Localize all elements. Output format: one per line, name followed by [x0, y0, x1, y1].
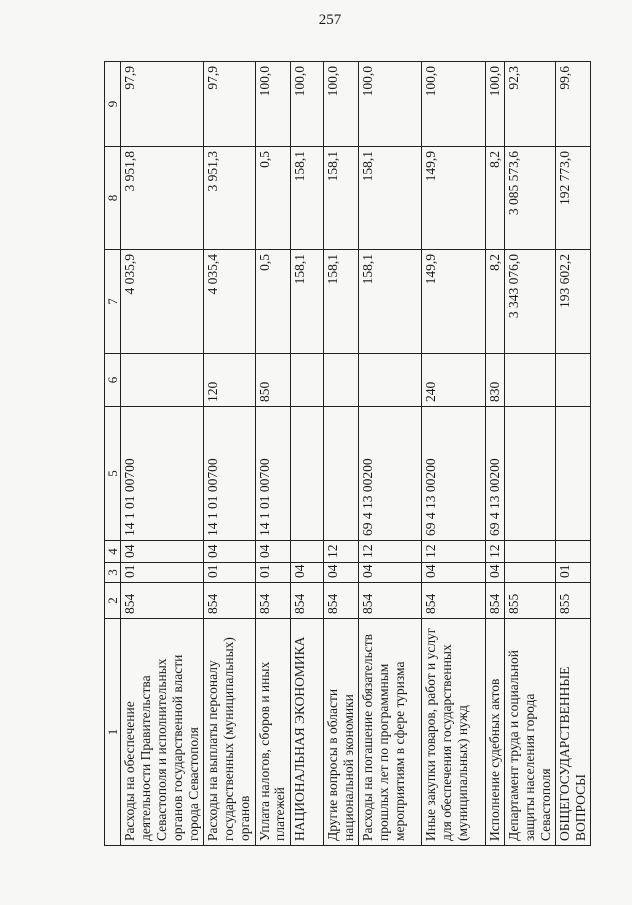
cell-subsection — [504, 541, 555, 563]
cell-section: 01 — [121, 563, 204, 583]
cell-planned: 193 602,2 — [555, 250, 590, 354]
cell-executed: 158,1 — [323, 147, 358, 250]
cell-expense-type — [358, 354, 421, 407]
cell-target-article: 69 4 13 00200 — [485, 407, 504, 541]
cell-section: 04 — [485, 563, 504, 583]
cell-section: 01 — [255, 563, 290, 583]
cell-planned: 158,1 — [323, 250, 358, 354]
cell-planned: 3 343 076,0 — [504, 250, 555, 354]
table-row — [422, 62, 485, 846]
cell-chapter: 855 — [555, 583, 590, 619]
table-row — [204, 62, 255, 846]
cell-planned: 158,1 — [358, 250, 421, 354]
cell-chapter: 854 — [485, 583, 504, 619]
cell-percent: 97,9 — [121, 62, 204, 147]
cell-percent: 100,0 — [485, 62, 504, 147]
cell-executed: 192 773,0 — [555, 147, 590, 250]
cell-target-article — [504, 407, 555, 541]
table-row — [255, 62, 290, 846]
row-label: Исполнение судебных актов — [485, 619, 504, 846]
cell-target-article: 14 1 01 00700 — [121, 407, 204, 541]
cell-percent: 99,6 — [555, 62, 590, 147]
cell-chapter: 854 — [323, 583, 358, 619]
cell-target-article: 14 1 01 00700 — [255, 407, 290, 541]
cell-subsection — [555, 541, 590, 563]
table-row — [555, 62, 590, 846]
col-header: 3 — [105, 563, 121, 583]
col-header: 7 — [105, 250, 121, 354]
table-row — [121, 62, 204, 846]
cell-section: 01 — [555, 563, 590, 583]
cell-percent: 100,0 — [323, 62, 358, 147]
cell-subsection: 12 — [485, 541, 504, 563]
cell-planned: 4 035,4 — [204, 250, 255, 354]
col-header: 1 — [105, 619, 121, 846]
cell-executed: 3 951,8 — [121, 147, 204, 250]
cell-executed: 0,5 — [255, 147, 290, 250]
cell-planned: 158,1 — [290, 250, 323, 354]
col-header: 6 — [105, 354, 121, 407]
row-label: Расходы на погашение обязательств прошлых лет по программным мероприятиям в сфере туризма — [358, 619, 421, 846]
cell-target-article — [323, 407, 358, 541]
cell-chapter: 854 — [358, 583, 421, 619]
cell-expense-type — [121, 354, 204, 407]
cell-percent: 100,0 — [290, 62, 323, 147]
row-label: ОБЩЕГОСУДАРСТВЕННЫЕ ВОПРОСЫ — [555, 619, 590, 846]
cell-expense-type — [290, 354, 323, 407]
cell-chapter: 854 — [255, 583, 290, 619]
cell-expense-type — [504, 354, 555, 407]
cell-planned: 4 035,9 — [121, 250, 204, 354]
col-header: 2 — [105, 583, 121, 619]
table-row — [358, 62, 421, 846]
cell-percent: 97,9 — [204, 62, 255, 147]
col-header: 8 — [105, 147, 121, 250]
cell-subsection: 12 — [422, 541, 485, 563]
cell-expense-type: 830 — [485, 354, 504, 407]
cell-expense-type — [555, 354, 590, 407]
cell-section: 04 — [290, 563, 323, 583]
cell-executed: 158,1 — [290, 147, 323, 250]
cell-subsection: 04 — [255, 541, 290, 563]
cell-expense-type: 240 — [422, 354, 485, 407]
cell-subsection: 12 — [358, 541, 421, 563]
cell-percent: 100,0 — [358, 62, 421, 147]
col-header: 5 — [105, 407, 121, 541]
cell-executed: 3 951,3 — [204, 147, 255, 250]
row-label: Уплата налогов, сборов и иных платежей — [255, 619, 290, 846]
cell-percent: 100,0 — [255, 62, 290, 147]
row-label: Расходы на выплаты персоналу государственных (муниципальных) органов — [204, 619, 255, 846]
cell-section: 04 — [422, 563, 485, 583]
cell-expense-type: 850 — [255, 354, 290, 407]
cell-chapter: 854 — [121, 583, 204, 619]
row-label: Департамент труда и социальной защиты населения города Севастополя — [504, 619, 555, 846]
cell-percent: 100,0 — [422, 62, 485, 147]
table-row — [323, 62, 358, 846]
cell-section: 01 — [204, 563, 255, 583]
page-number: 257 — [318, 12, 342, 28]
cell-executed: 149,9 — [422, 147, 485, 250]
cell-chapter: 854 — [290, 583, 323, 619]
cell-expense-type — [323, 354, 358, 407]
table-row — [485, 62, 504, 846]
cell-chapter: 855 — [504, 583, 555, 619]
cell-expense-type: 120 — [204, 354, 255, 407]
cell-planned: 8,2 — [485, 250, 504, 354]
row-label: Расходы на обеспечение деятельности Правительства Севастополя и исполнительных органов государственной власти города Севастополя — [121, 619, 204, 846]
cell-executed: 3 085 573,6 — [504, 147, 555, 250]
cell-chapter: 854 — [422, 583, 485, 619]
row-label: Другие вопросы в области национальной экономики — [323, 619, 358, 846]
budget-table — [104, 61, 591, 846]
cell-planned: 0,5 — [255, 250, 290, 354]
cell-subsection: 04 — [121, 541, 204, 563]
table-row — [504, 62, 555, 846]
cell-target-article — [555, 407, 590, 541]
cell-executed: 8,2 — [485, 147, 504, 250]
col-header: 9 — [105, 62, 121, 147]
cell-chapter: 854 — [204, 583, 255, 619]
cell-percent: 92,3 — [504, 62, 555, 147]
cell-target-article: 69 4 13 00200 — [422, 407, 485, 541]
cell-executed: 158,1 — [358, 147, 421, 250]
cell-target-article: 14 1 01 00700 — [204, 407, 255, 541]
header-row — [105, 62, 121, 846]
budget-table-container — [104, 62, 591, 846]
row-label: НАЦИОНАЛЬНАЯ ЭКОНОМИКА — [290, 619, 323, 846]
col-header: 4 — [105, 541, 121, 563]
cell-section: 04 — [358, 563, 421, 583]
cell-target-article — [290, 407, 323, 541]
cell-section — [504, 563, 555, 583]
cell-target-article: 69 4 13 00200 — [358, 407, 421, 541]
table-row — [290, 62, 323, 846]
cell-planned: 149,9 — [422, 250, 485, 354]
row-label: Иные закупки товаров, работ и услуг для обеспечения государственных (муниципальных) нужд — [422, 619, 485, 846]
cell-section: 04 — [323, 563, 358, 583]
cell-subsection: 12 — [323, 541, 358, 563]
cell-subsection: 04 — [204, 541, 255, 563]
cell-subsection — [290, 541, 323, 563]
